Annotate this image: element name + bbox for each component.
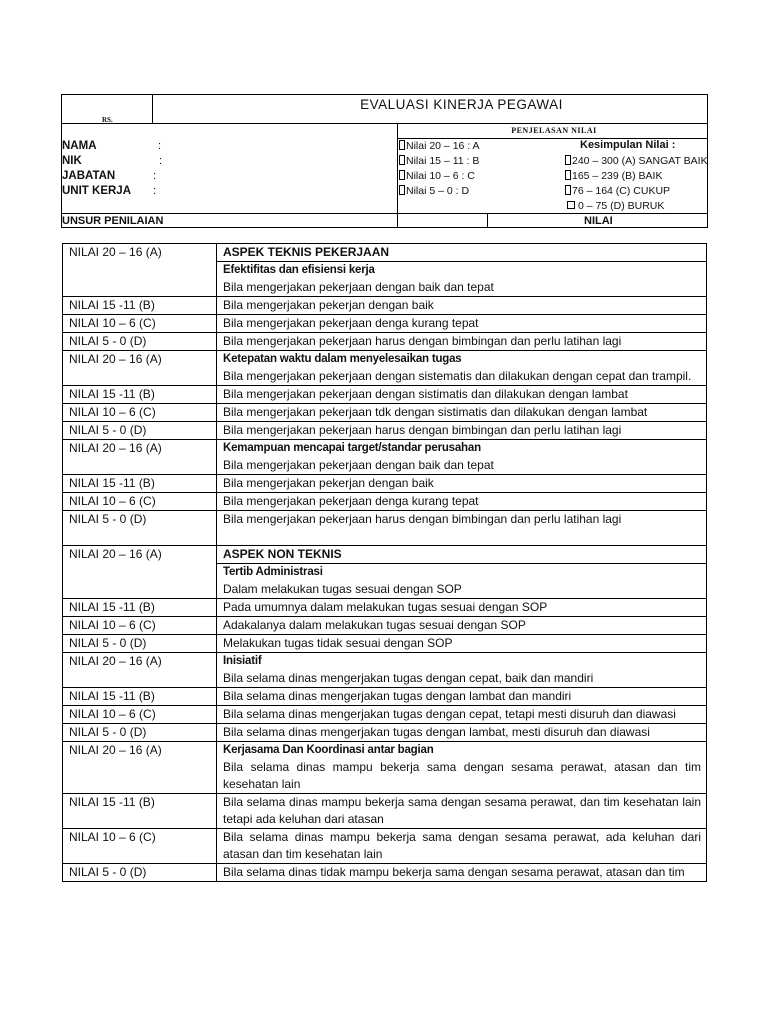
criteria-cell: [217, 653, 707, 688]
criteria-cell: [217, 635, 707, 653]
kesimpulan-item: 165 – 239 (B) BAIK: [565, 169, 662, 184]
table-row: [63, 617, 707, 635]
criteria-cell: [217, 742, 707, 794]
criteria-text: Bila mengerjakan pekerjaan harus dengan bimbingan dan perlu latihan lagi: [223, 512, 622, 526]
criteria-text: Bila mengerjakan pekerjan dengan baik: [223, 476, 434, 490]
criteria-text: Bila selama dinas mengerjakan tugas dengan cepat, tetapi mesti disuruh dan diawasi: [223, 707, 676, 721]
field-label-nik: NIK: [62, 155, 82, 167]
table-row: [63, 653, 707, 688]
score-range-cell: NILAI 20 – 16 (A): [63, 653, 217, 688]
criteria-text: Bila mengerjakan pekerjaan denga kurang tepat: [223, 494, 479, 508]
criteria-text: Bila selama dinas tidak mampu bekerja sama dengan sesama perawat, atasan dan tim: [223, 865, 685, 879]
divider: [152, 95, 153, 123]
table-row: [63, 688, 707, 706]
table-row: [63, 244, 707, 297]
score-range-cell: NILAI 15 -11 (B): [63, 599, 217, 617]
checkbox-icon: [399, 185, 405, 195]
divider: [62, 123, 707, 124]
field-colon: :: [158, 140, 162, 152]
score-range-cell: NILAI 5 - 0 (D): [63, 422, 217, 440]
criteria-cell: [217, 440, 707, 475]
table-row: [63, 440, 707, 475]
checkbox-icon: [565, 170, 571, 180]
kesimpulan-title: Kesimpulan Nilai :: [580, 139, 676, 151]
unsur-penilaian-label: UNSUR PENILAIAN: [62, 215, 164, 227]
field-colon: :: [159, 155, 163, 167]
criteria-text: Bila mengerjakan pekerjaan dengan sistimatis dan dilakukan dengan lambat: [223, 387, 628, 401]
score-range-cell: NILAI 10 – 6 (C): [63, 617, 217, 635]
penjelasan-title: PENJELASAN NILAI: [511, 126, 597, 135]
table-row: [63, 511, 707, 546]
criteria-cell: [217, 315, 707, 333]
kesimpulan-item: 76 – 164 (C) CUKUP: [565, 184, 670, 199]
criteria-text: Adakalanya dalam melakukan tugas sesuai dengan SOP: [223, 618, 526, 632]
divider: [487, 213, 488, 227]
nilai-column-label: NILAI: [584, 215, 613, 227]
field-colon: :: [153, 170, 157, 182]
table-row: [63, 546, 707, 599]
kesimpulan-item: 0 – 75 (D) BURUK: [567, 199, 664, 214]
score-range-cell: NILAI 5 - 0 (D): [63, 333, 217, 351]
checkbox-icon: [567, 201, 575, 209]
criteria-cell: [217, 546, 707, 599]
criteria-text: Bila selama dinas mampu bekerja sama dengan sesama perawat, ada keluhan dari atasan dan tim kesehatan lain: [223, 830, 701, 861]
score-range-cell: NILAI 5 - 0 (D): [63, 511, 217, 546]
field-label-nama: NAMA: [62, 140, 97, 152]
score-range-cell: NILAI 20 – 16 (A): [63, 440, 217, 475]
score-range-cell: NILAI 5 - 0 (D): [63, 635, 217, 653]
criteria-cell: [217, 297, 707, 315]
score-range-cell: NILAI 10 – 6 (C): [63, 404, 217, 422]
table-row: [63, 635, 707, 653]
criteria-text: Bila selama dinas mengerjakan tugas dengan lambat, mesti disuruh dan diawasi: [223, 725, 650, 739]
criteria-cell: [217, 422, 707, 440]
table-row: [63, 422, 707, 440]
field-colon: :: [153, 185, 157, 197]
criteria-cell: [217, 475, 707, 493]
table-row: [63, 297, 707, 315]
field-label-unit-kerja: UNIT KERJA: [62, 185, 132, 197]
nilai-item: Nilai 20 – 16 : A: [399, 139, 480, 154]
table-row: [63, 724, 707, 742]
criteria-cell: [217, 864, 707, 882]
criteria-text: Bila mengerjakan pekerjan dengan baik: [223, 298, 434, 312]
criteria-text: Bila mengerjakan pekerjaan harus dengan bimbingan dan perlu latihan lagi: [223, 334, 622, 348]
table-row: [63, 475, 707, 493]
table-row: [63, 386, 707, 404]
criteria-text: Bila selama dinas mengerjakan tugas dengan lambat dan mandiri: [223, 689, 572, 703]
criteria-text: Bila selama dinas mampu bekerja sama dengan sesama perawat, atasan dan tim kesehatan lain: [223, 760, 701, 791]
table-row: [63, 742, 707, 794]
criteria-text: Bila selama dinas mengerjakan tugas dengan cepat, baik dan mandiri: [223, 671, 594, 685]
evaluation-table: [62, 243, 707, 882]
criteria-text: Bila mengerjakan pekerjaan harus dengan bimbingan dan perlu latihan lagi: [223, 423, 622, 437]
field-label-jabatan: JABATAN: [62, 170, 116, 182]
criteria-subheading: Inisiatif: [223, 655, 262, 667]
score-range-cell: NILAI 10 – 6 (C): [63, 315, 217, 333]
table-row: [63, 706, 707, 724]
criteria-cell: [217, 724, 707, 742]
criteria-cell: [217, 244, 707, 297]
criteria-text: Dalam melakukan tugas sesuai dengan SOP: [223, 582, 462, 596]
table-row: [63, 829, 707, 864]
criteria-subheading: Efektifitas dan efisiensi kerja: [223, 264, 375, 276]
criteria-cell: [217, 404, 707, 422]
kesimpulan-item: 240 – 300 (A) SANGAT BAIK: [565, 154, 708, 169]
rs-label: RS.: [102, 116, 113, 124]
criteria-subheading: Ketepatan waktu dalam menyelesaikan tugas: [223, 353, 462, 365]
table-row: [63, 493, 707, 511]
criteria-cell: [217, 351, 707, 386]
aspect-heading: ASPEK NON TEKNIS: [217, 546, 706, 564]
table-row: [63, 315, 707, 333]
criteria-text: Bila mengerjakan pekerjaan dengan baik dan tepat: [223, 280, 494, 294]
score-range-cell: NILAI 15 -11 (B): [63, 297, 217, 315]
score-range-cell: NILAI 15 -11 (B): [63, 386, 217, 404]
criteria-cell: [217, 599, 707, 617]
header-table: [61, 94, 708, 228]
criteria-text: Pada umumnya dalam melakukan tugas sesuai dengan SOP: [223, 600, 548, 614]
criteria-subheading: Tertib Administrasi: [223, 566, 323, 578]
score-range-cell: NILAI 15 -11 (B): [63, 794, 217, 829]
table-row: [63, 333, 707, 351]
checkbox-icon: [565, 185, 571, 195]
criteria-cell: [217, 333, 707, 351]
page-title: EVALUASI KINERJA PEGAWAI: [360, 97, 563, 112]
nilai-item: Nilai 10 – 6 : C: [399, 169, 475, 184]
criteria-text: Bila mengerjakan pekerjaan dengan baik dan tepat: [223, 458, 494, 472]
score-range-cell: NILAI 10 – 6 (C): [63, 829, 217, 864]
score-range-cell: NILAI 10 – 6 (C): [63, 493, 217, 511]
table-row: [63, 404, 707, 422]
score-range-cell: NILAI 15 -11 (B): [63, 475, 217, 493]
checkbox-icon: [399, 155, 405, 165]
criteria-cell: [217, 386, 707, 404]
nilai-item: Nilai 5 – 0 : D: [399, 184, 469, 199]
score-range-cell: NILAI 20 – 16 (A): [63, 546, 217, 599]
criteria-cell: [217, 617, 707, 635]
score-range-cell: NILAI 20 – 16 (A): [63, 244, 217, 297]
score-range-cell: NILAI 20 – 16 (A): [63, 742, 217, 794]
table-row: [63, 864, 707, 882]
nilai-item: Nilai 15 – 11 : B: [399, 154, 479, 169]
criteria-subheading: Kerjasama Dan Koordinasi antar bagian: [223, 744, 434, 756]
score-range-cell: NILAI 10 – 6 (C): [63, 706, 217, 724]
score-range-cell: NILAI 5 - 0 (D): [63, 864, 217, 882]
checkbox-icon: [399, 170, 405, 180]
criteria-cell: [217, 706, 707, 724]
table-row: [63, 794, 707, 829]
criteria-cell: [217, 688, 707, 706]
criteria-subheading: Kemampuan mencapai target/standar perusahan: [223, 442, 481, 454]
score-range-cell: NILAI 15 -11 (B): [63, 688, 217, 706]
criteria-text: Bila selama dinas mampu bekerja sama dengan sesama perawat, dan tim kesehatan lain tetapi ada keluhan dari atasan: [223, 795, 701, 826]
criteria-cell: [217, 493, 707, 511]
criteria-cell: [217, 794, 707, 829]
aspect-heading: ASPEK TEKNIS PEKERJAAN: [217, 244, 706, 262]
criteria-cell: [217, 511, 707, 546]
criteria-text: Bila mengerjakan pekerjaan dengan sistematis dan dilakukan dengan cepat dan trampil.: [223, 369, 692, 383]
criteria-text: Bila mengerjakan pekerjaan tdk dengan sistimatis dan dilakukan dengan lambat: [223, 405, 648, 419]
score-range-cell: NILAI 20 – 16 (A): [63, 351, 217, 386]
criteria-cell: [217, 829, 707, 864]
checkbox-icon: [399, 140, 405, 150]
table-row: [63, 599, 707, 617]
criteria-text: Melakukan tugas tidak sesuai dengan SOP: [223, 636, 453, 650]
spacer: [223, 528, 701, 545]
criteria-text: Bila mengerjakan pekerjaan denga kurang tepat: [223, 316, 479, 330]
checkbox-icon: [565, 155, 571, 165]
score-range-cell: NILAI 5 - 0 (D): [63, 724, 217, 742]
table-row: [63, 351, 707, 386]
